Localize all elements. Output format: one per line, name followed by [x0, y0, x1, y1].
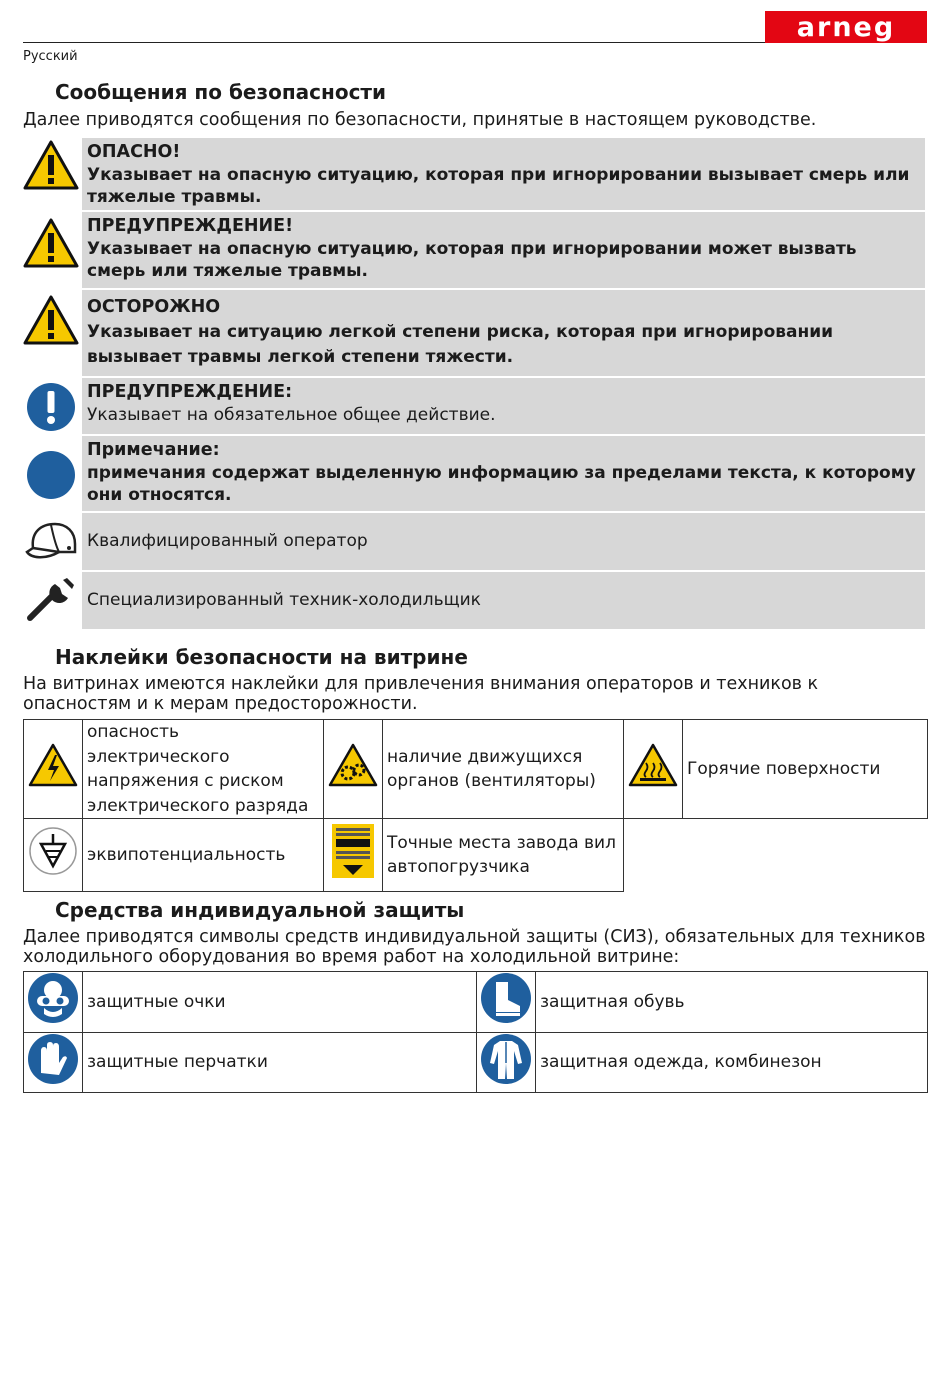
warning-message	[82, 212, 925, 288]
message-text: Указывает на обязательное общее действие.	[87, 404, 496, 425]
svg-text:arneg: arneg	[796, 12, 896, 43]
message-text: Квалифицированный оператор	[87, 531, 368, 552]
blue-circle-icon	[23, 450, 81, 500]
warning-triangle-icon	[23, 295, 81, 345]
sticker-text: Горячие поверхности	[683, 720, 928, 819]
equipotential-icon	[24, 819, 83, 892]
cap-icon	[23, 518, 81, 568]
safety-messages-heading: Сообщения по безопасности	[55, 80, 387, 104]
operator-row	[82, 513, 925, 570]
note-message	[82, 436, 925, 511]
ppe-heading: Средства индивидуальной защиты	[55, 898, 465, 922]
stickers-intro: На витринах имеются наклейки для привлечения внимания операторов и техников к опасностям и к мерам предосторожности.	[23, 674, 819, 714]
ppe-text: защитная одежда, комбинезон	[536, 1032, 928, 1093]
goggles-icon	[24, 972, 83, 1033]
sticker-text: эквипотенциальность	[83, 819, 324, 892]
message-text: Указывает на опасную ситуацию, которая при игнорировании вызывает смерь или тяжелые травмы.	[87, 164, 910, 207]
safety-messages-intro: Далее приводятся сообщения по безопасности, принятые в настоящем руководстве.	[23, 110, 817, 130]
wrench-icon	[23, 576, 81, 626]
stickers-table	[23, 719, 928, 892]
message-text: Указывает на опасную ситуацию, которая при игнорировании может вызвать смерь или тяжелые травмы.	[87, 238, 857, 281]
language-label: Русский	[23, 49, 78, 64]
stickers-heading: Наклейки безопасности на витрине	[55, 645, 468, 669]
caution-message	[82, 290, 925, 376]
coverall-icon	[477, 1032, 536, 1093]
sticker-text: наличие движущихся органов (вентиляторы)	[383, 720, 624, 819]
boots-icon	[477, 972, 536, 1033]
message-title: Примечание:	[87, 440, 220, 460]
warning-triangle-icon	[23, 140, 81, 190]
exclamation-circle-icon	[23, 382, 81, 432]
ppe-table	[23, 971, 928, 1093]
hot-surface-icon	[624, 720, 683, 819]
message-title: ПРЕДУПРЕЖДЕНИЕ:	[87, 382, 293, 402]
arneg-logo	[765, 11, 927, 43]
message-title: ПРЕДУПРЕЖДЕНИЕ!	[87, 216, 294, 236]
ppe-intro: Далее приводятся символы средств индивидуальной защиты (СИЗ), обязательных для техников холодильного оборудования во время работ на холодильной витрине:	[23, 927, 926, 967]
gloves-icon	[24, 1032, 83, 1093]
danger-message	[82, 138, 925, 210]
forklift-label-icon	[324, 819, 383, 892]
ppe-text: защитные очки	[83, 972, 477, 1033]
ppe-text: защитная обувь	[536, 972, 928, 1033]
sticker-text: Точные места завода вил автопогрузчика	[383, 819, 624, 892]
message-text: Указывает на ситуацию легкой степени риска, которая при игнорировании вызывает травмы легкой степени тяжести.	[87, 322, 834, 367]
electric-hazard-icon	[24, 720, 83, 819]
sticker-text: опасность электрического напряжения с риском электрического разряда	[83, 720, 324, 819]
message-text: Специализированный техник-холодильщик	[87, 590, 481, 611]
ppe-text: защитные перчатки	[83, 1032, 477, 1093]
moving-parts-icon	[324, 720, 383, 819]
message-title: ОПАСНО!	[87, 142, 181, 162]
message-text: примечания содержат выделенную информацию за пределами текста, к которому они относятся.	[87, 462, 916, 505]
warning-triangle-icon	[23, 218, 81, 268]
message-title: ОСТОРОЖНО	[87, 297, 221, 317]
mandatory-action-message	[82, 378, 925, 434]
header-rule	[23, 42, 765, 43]
technician-row	[82, 572, 925, 629]
